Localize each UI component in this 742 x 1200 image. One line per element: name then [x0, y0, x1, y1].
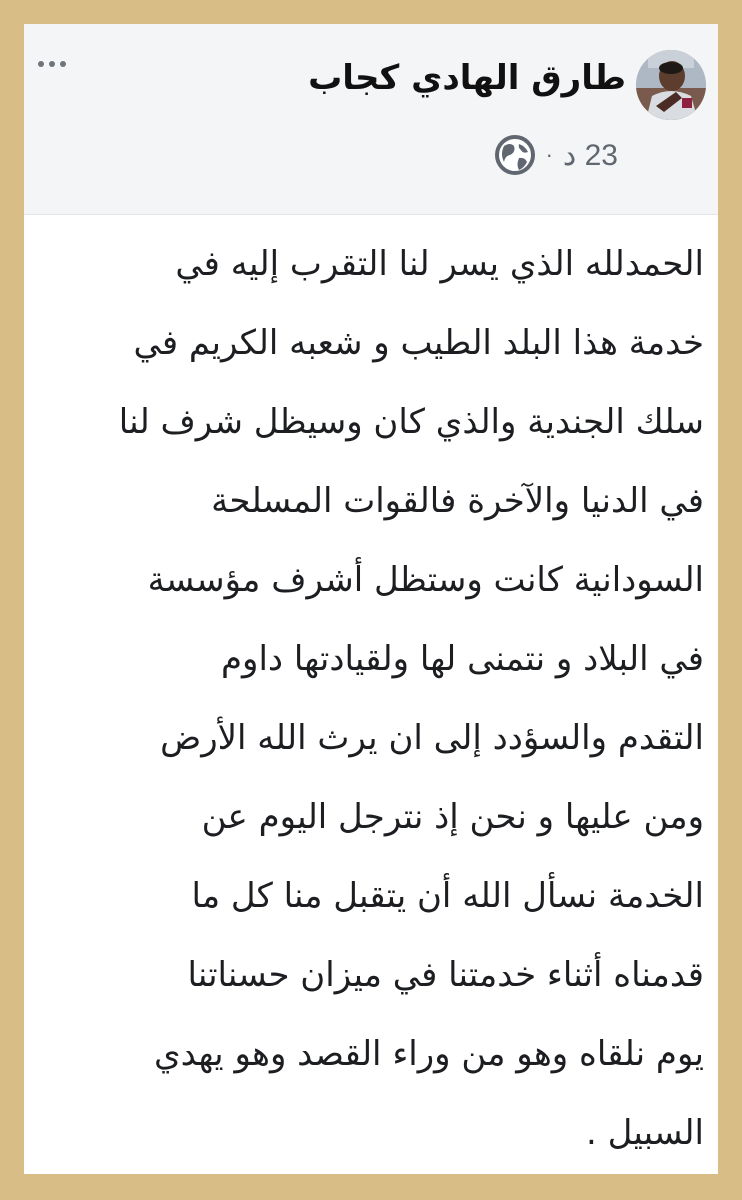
more-dot-icon — [49, 61, 55, 67]
post-text-line: في البلاد و نتمنى لها ولقيادتها داوم — [220, 639, 704, 679]
meta-separator: · — [545, 142, 553, 167]
post-text-line: يوم نلقاه وهو من وراء القصد وهو يهدي — [154, 1034, 704, 1074]
avatar-photo — [636, 50, 706, 120]
post-options-button[interactable] — [32, 52, 72, 76]
author-avatar[interactable] — [636, 50, 706, 120]
post-text-line: في الدنيا والآخرة فالقوات المسلحة — [211, 481, 704, 521]
post-text-line: ومن عليها و نحن إذ نترجل اليوم عن — [201, 797, 704, 837]
post-text-line: خدمة هذا البلد الطيب و شعبه الكريم في — [133, 323, 704, 363]
more-dot-icon — [38, 61, 44, 67]
post-text-line: قدمناه أثناء خدمتنا في ميزان حسناتنا — [187, 955, 704, 995]
more-dot-icon — [60, 61, 66, 67]
post-body — [24, 224, 718, 1174]
post-text-line: سلك الجندية والذي كان وسيظل شرف لنا — [118, 402, 704, 442]
post-header — [24, 24, 718, 215]
globe-icon[interactable] — [494, 134, 536, 176]
post-text-line: السودانية كانت وستظل أشرف مؤسسة — [147, 560, 704, 600]
post-text-line: الحمدلله الذي يسر لنا التقرب إليه في — [175, 244, 704, 284]
post-text-line: السبيل . — [585, 1113, 704, 1153]
post-text-line: الخدمة نسأل الله أن يتقبل منا كل ما — [191, 876, 704, 916]
post-text-line: التقدم والسؤدد إلى ان يرث الله الأرض — [160, 718, 704, 758]
author-name[interactable]: طارق الهادي كجاب — [308, 58, 626, 98]
facebook-post-card — [24, 24, 718, 1174]
post-meta — [494, 134, 618, 176]
post-timestamp[interactable]: 23 د — [562, 138, 618, 172]
